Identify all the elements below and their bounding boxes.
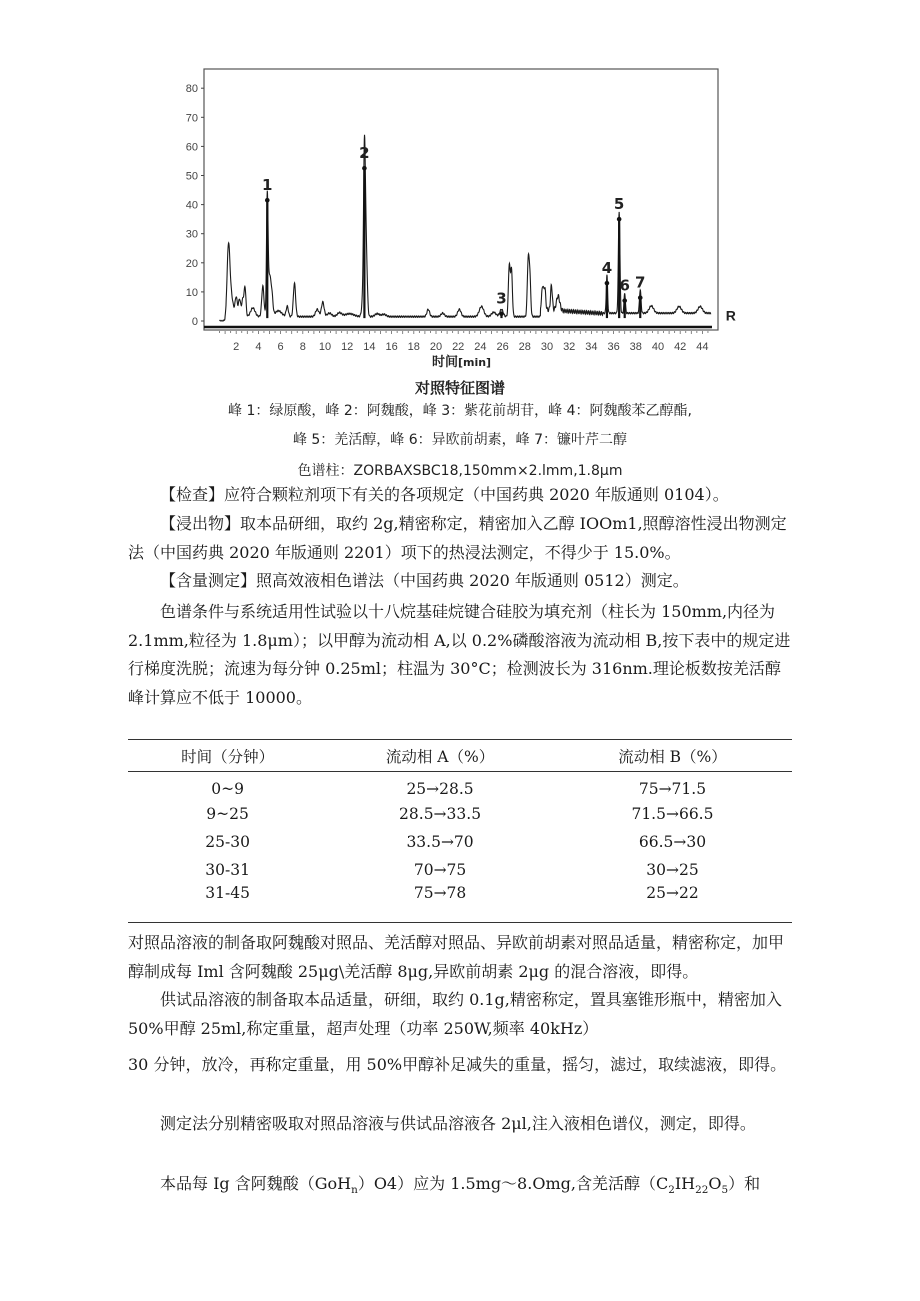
peak-number-label: 1 <box>262 176 273 195</box>
table-header-phase-a: 流动相 A（%） <box>385 747 495 766</box>
content-subscript: 5 <box>721 1184 729 1197</box>
x-tick-label: 12 <box>341 341 354 353</box>
x-tick-label: 22 <box>452 341 465 353</box>
y-tick-label: 10 <box>185 286 198 299</box>
x-tick-label: 18 <box>407 341 420 353</box>
table-row <box>128 828 792 856</box>
peak-number-label: 2 <box>359 144 370 163</box>
peak-legend-line-2: 峰 5：羌活醇，峰 6：异欧前胡素，峰 7：镰叶芹二醇 <box>292 432 628 448</box>
chromatogram-trace <box>220 135 712 321</box>
table-cell: 70→75 <box>413 860 467 879</box>
x-tick-label: 28 <box>518 341 531 353</box>
content-text: ）和 <box>728 1174 761 1193</box>
y-tick-label: 60 <box>185 141 198 154</box>
chromatogram-chart <box>170 60 750 400</box>
x-tick-label: 24 <box>474 341 487 353</box>
extract-paragraph: 【浸出物】取本品研细，取约 2g,精密称定，精密加入乙醇 IOOm1,照醇溶性浸出物测定法（中国药典 2020 年版通则 2201）项下的热浸法测定，不得少于 15.0%。 <box>128 514 787 562</box>
table-cell: 9~25 <box>206 804 249 823</box>
determination-paragraph: 测定法分别精密吸取对照品溶液与供试品溶液各 2μl,注入液相色谱仪，测定，即得。 <box>160 1114 756 1133</box>
table-cell: 25→22 <box>646 883 699 902</box>
peak-marker <box>622 298 627 303</box>
table-row <box>128 884 792 912</box>
table-cell: 25-30 <box>205 832 250 851</box>
inspection-paragraph: 【检查】应符合颗粒剂项下有关的各项规定（中国药典 2020 年版通则 0104）。 <box>160 485 729 504</box>
content-subscript: n <box>351 1184 358 1197</box>
table-cell: 0~9 <box>211 779 244 798</box>
x-axis-label: 时间[min] <box>431 355 492 370</box>
table-cell: 30→25 <box>646 860 699 879</box>
x-tick-label: 4 <box>255 341 262 353</box>
y-tick-label: 0 <box>191 316 198 328</box>
x-tick-label: 14 <box>363 341 376 353</box>
peak-number-label: 5 <box>613 195 625 214</box>
table-cell: 71.5→66.5 <box>631 804 714 823</box>
table-cell: 30-31 <box>205 860 250 879</box>
assay-paragraph: 【含量测定】照高效液相色谱法（中国药典 2020 年版通则 0512）测定。 <box>160 571 689 590</box>
peak-number-label: 6 <box>619 276 630 295</box>
content-text: IH <box>674 1174 696 1193</box>
x-tick-label: 44 <box>696 341 709 353</box>
reference-solution-paragraph: 对照品溶液的制备取阿魏酸对照品、羌活醇对照品、异欧前胡素对照品适量，精密称定，加甲醇制成每 Iml 含阿魏酸 25μg\羌活醇 8μg,异欧前胡素 2μg 的混合溶液，即得。 <box>128 933 785 981</box>
content-text: ）O4）应为 1.5mg～8.Omg,含羌活醇（C <box>357 1174 669 1193</box>
content-text: O <box>708 1174 722 1193</box>
y-tick-label: 30 <box>185 228 198 241</box>
peak-marker <box>362 166 367 171</box>
column-info: 色谱柱：ZORBAXSBC18,150mm×2.lmm,1.8μm <box>297 463 623 479</box>
peak-number-label: 3 <box>496 289 507 308</box>
table-row <box>128 772 792 800</box>
x-tick-label: 26 <box>496 341 509 353</box>
peak-marker <box>638 295 643 300</box>
table-header-row <box>128 740 792 772</box>
y-tick-label: 70 <box>185 112 198 125</box>
x-tick-label: 42 <box>674 341 687 353</box>
y-tick-label: 20 <box>185 257 198 270</box>
x-tick-label: 16 <box>385 341 398 353</box>
x-tick-label: 34 <box>585 341 598 353</box>
peak-marker <box>499 311 504 316</box>
x-tick-label: 40 <box>651 341 665 353</box>
peak-number-label: 4 <box>601 259 613 278</box>
peak-marker <box>617 217 622 222</box>
content-text: 本品每 Ig 含阿魏酸（GoH <box>160 1174 352 1193</box>
x-tick-label: 38 <box>629 341 642 353</box>
table-cell: 25→28.5 <box>406 779 474 798</box>
peak-marker <box>265 198 270 203</box>
table-bottom-rule <box>128 922 792 923</box>
peak-number-label: 7 <box>635 273 646 292</box>
x-tick-label: 10 <box>318 341 332 353</box>
x-tick-label: 32 <box>563 341 576 353</box>
x-tick-label: 20 <box>429 341 443 353</box>
table-cell: 75→78 <box>413 883 467 902</box>
test-solution-paragraph-a: 供试品溶液的制备取本品适量，研细，取约 0.1g,精密称定，置具塞锥形瓶中，精密加入 50%甲醇 25ml,称定重量，超声处理（功率 250W,频率 40kHz） <box>128 990 782 1038</box>
peak-legend-line-1: 峰 1：绿原酸，峰 2：阿魏酸，峰 3：紫花前胡苷，峰 4：阿魏酸苯乙醇酯, <box>228 403 692 419</box>
table-cell: 28.5→33.5 <box>399 804 482 823</box>
table-header-time: 时间（分钟） <box>181 747 275 766</box>
y-tick-label: 80 <box>185 83 198 96</box>
trace-label: R <box>725 307 736 324</box>
table-cell: 75→71.5 <box>638 779 707 798</box>
y-tick-label: 40 <box>185 199 198 212</box>
table-cell: 33.5→70 <box>406 832 474 851</box>
peak-marker <box>605 281 610 286</box>
table-row <box>128 800 792 828</box>
chromatogram-svg <box>170 60 750 400</box>
table-cell: 31-45 <box>205 883 250 902</box>
table-cell: 66.5→30 <box>638 832 707 851</box>
x-tick-label: 36 <box>607 341 620 353</box>
table-row <box>128 856 792 884</box>
x-tick-label: 2 <box>233 341 240 353</box>
gradient-table <box>128 739 792 912</box>
y-tick-label: 50 <box>185 170 198 183</box>
x-tick-label: 8 <box>299 341 306 353</box>
chart-title: 对照特征图谱 <box>414 379 505 397</box>
table-header-phase-b: 流动相 B（%） <box>618 747 727 766</box>
content-subscript: 22 <box>695 1184 709 1197</box>
content-paragraph <box>128 1170 792 1205</box>
x-tick-label: 30 <box>540 341 554 353</box>
content-subscript: 2 <box>668 1184 675 1197</box>
x-tick-label: 6 <box>277 341 284 353</box>
conditions-paragraph: 色谱条件与系统适用性试验以十八烷基硅烷键合硅胶为填充剂（柱长为 150mm,内径为 2.1mm,粒径为 1.8μm）；以甲醇为流动相 A,以 0.2%磷酸溶液为流动相 B,按下表中的规定进行梯度洗脱；流速为每分钟 0.25ml；柱温为 30°C；检测波长为 316nm.理论板数按羌活醇峰计算应不低于 10000。 <box>128 602 791 707</box>
test-solution-paragraph-b: 30 分钟，放冷，再称定重量，用 50%甲醇补足减失的重量，摇匀，滤过，取续滤液，即得。 <box>128 1055 787 1074</box>
